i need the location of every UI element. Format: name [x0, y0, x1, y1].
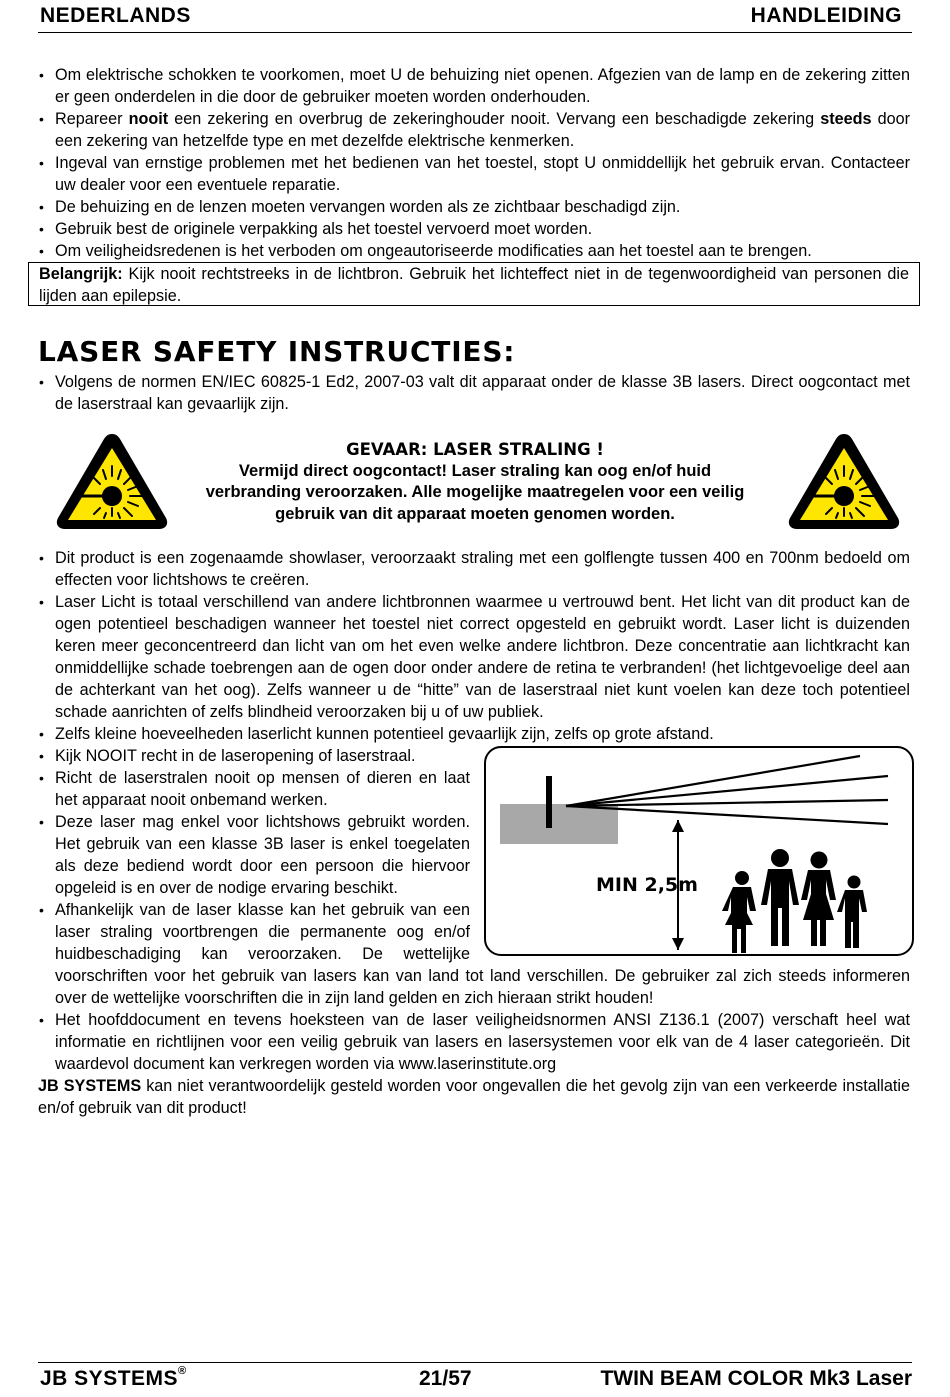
emphasis: nooit	[128, 110, 169, 128]
footer-brand	[40, 1367, 187, 1391]
laser-warning-text	[190, 439, 760, 525]
list-item: • Om elektrische schokken te voorkomen, moet U de behuizing niet openen. Afgezien van de lamp en de zekering zitten er geen onderdelen in die door de gebruiker moeten worden onderhouden.	[38, 64, 910, 108]
list-item: • Deze laser mag enkel voor lichtshows gebruikt worden. Het gebruik van een klasse 3B laser is enkel toegelaten als deze bediend wordt door een persoon die hiervoor opgeleid is en over de nodige ervaring beschikt.	[38, 811, 910, 899]
laser-section-title: LASER SAFETY INSTRUCTIES:	[38, 335, 516, 368]
list-item: • Afhankelijk van de laser klasse kan het gebruik van een laser straling voortbrengen die permanente oog en/of huidbeschadiging kan veroorzaken. De wettelijke voorschriften voor het gebruik van lasers kan van land tot land verschillen. De gebruiker zal zich steeds informeren over de wettelijke voorschriften die in zijn land gelden en zich hieraan strikt houden!	[38, 899, 910, 1009]
safety-list	[38, 64, 910, 262]
laser-warning-icon	[786, 430, 902, 532]
warning-body: Vermijd direct oogcontact! Laser straling kan oog en/of huid verbranding veroorzaken. Alle mogelijke maatregelen voor een veilig gebruik van dit apparaat moeten genomen worden.	[205, 461, 745, 523]
list-item: • Gebruik best de originele verpakking als het toestel vervoerd moet worden.	[38, 218, 910, 240]
brand-name: JB SYSTEMS	[40, 1367, 179, 1390]
text-run: door een zekering van hetzelfde type en met dezelfde elektrische kenmerken.	[55, 110, 910, 150]
registered-mark: ®	[178, 1365, 187, 1377]
list-item: • Richt de laserstralen nooit op mensen of dieren en laat het apparaat nooit onbemand werken.	[38, 767, 910, 811]
laser-safety-list	[38, 547, 910, 745]
list-item: • Dit product is een zogenaamde showlaser, veroorzaakt straling met een golflengte tussen 400 en 700nm bedoeld om effecten voor lichtshows te creëren.	[38, 547, 910, 591]
product-name: TWIN BEAM COLOR Mk3 Laser	[600, 1367, 912, 1390]
list-item: • Volgens de normen EN/IEC 60825-1 Ed2, 2007-03 valt dit apparaat onder de klasse 3B lasers. Direct oogcontact met de laserstraal kan gevaarlijk zijn.	[38, 371, 910, 415]
important-note	[28, 262, 920, 306]
important-text: Kijk nooit rechtstreeks in de lichtbron. Gebruik het lichteffect niet in de tegenwoordigheid van personen die lijden aan epilepsie.	[39, 265, 909, 305]
list-item: • Om veiligheidsredenen is het verboden om ongeautoriseerde modificaties aan het toestel aan te brengen.	[38, 240, 910, 262]
list-item: • Ingeval van ernstige problemen met het bedienen van het toestel, stopt U onmiddellijk het gebruik ervan. Contacteer uw dealer voor een eventuele reparatie.	[38, 152, 910, 196]
laser-warning-icon	[54, 430, 170, 532]
list-item: • De behuizing en de lenzen moeten vervangen worden als ze zichtbaar beschadigd zijn.	[38, 196, 910, 218]
list-item	[38, 108, 910, 152]
text-run: Repareer	[55, 110, 129, 128]
list-item: • Kijk NOOIT recht in de laseropening of laserstraal.	[38, 745, 910, 767]
safety-section	[38, 64, 910, 262]
header-doc-type: HANDLEIDING	[750, 4, 902, 27]
laser-intro-list	[38, 371, 910, 415]
text-run: een zekering en overbrug de zekeringhouder nooit. Vervang een beschadigde zekering	[168, 110, 821, 128]
laser-safety-list-continued	[38, 745, 910, 1075]
laser-safety-list-section	[38, 547, 910, 1119]
page-header	[38, 2, 912, 33]
list-item: • Zelfs kleine hoeveelheden laserlicht kunnen potentieel gevaarlijk zijn, zelfs op grote afstand.	[38, 723, 910, 745]
disclaimer	[38, 1075, 910, 1119]
min-height-label: MIN 2,5m	[596, 874, 698, 896]
laser-intro	[38, 371, 910, 415]
list-item: • Het hoofddocument en tevens hoeksteen van de laser veiligheidsnormen ANSI Z136.1 (2007) verschaft heel wat informatie en richtlijnen voor een veilig gebruik van lasers en lasersystemen voor elk van de 4 laser categorieën. Dit waardevol document kan verkregen worden via www.laserinstitute.org	[38, 1009, 910, 1075]
page-footer	[38, 1362, 912, 1395]
warning-title: GEVAAR: LASER STRALING !	[346, 440, 604, 459]
important-label: Belangrijk:	[39, 265, 123, 283]
emphasis: steeds	[820, 110, 872, 128]
page-number: 21/57	[419, 1367, 472, 1390]
disclaimer-text: kan niet verantwoordelijk gesteld worden voor ongevallen die het gevolg zijn van een verkeerde installatie en/of gebruik van dit product!	[38, 1077, 910, 1117]
header-language: NEDERLANDS	[40, 4, 191, 27]
disclaimer-brand: JB SYSTEMS	[38, 1077, 142, 1095]
list-item: • Laser Licht is totaal verschillend van andere lichtbronnen waarmee u vertrouwd bent. Het licht van dit product kan de ogen potentieel beschadigen wanneer het toestel niet correct opgesteld en gebruikt wordt. Laser licht is duizenden keren meer geconcentreerd dan licht van om het even welke andere lichtbron. Deze concentratie aan lichtkracht kan onmiddellijke schade toebrengen aan de ogen door onder andere de retina te verbranden! (het lichtgevoelige deel aan de achterkant van het oog). Zelfs wanneer u de “hitte” van de laserstraal niet kunt voelen kan deze toch potentieel schade aanrichten of zelfs blindheid veroorzaken bij u of uw publiek.	[38, 591, 910, 723]
